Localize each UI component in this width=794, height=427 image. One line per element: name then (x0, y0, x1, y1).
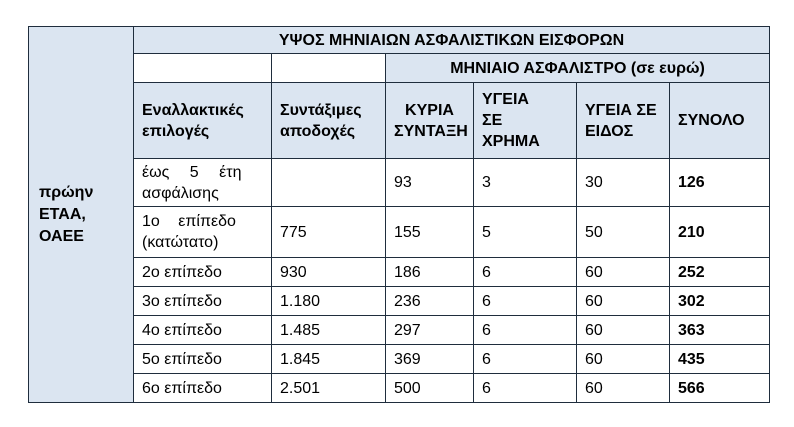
health-kind-cell: 50 (577, 207, 670, 258)
header-health-kind: ΥΓΕΙΑ ΣΕ ΕΙΔΟΣ (577, 83, 670, 159)
health-kind-cell: 60 (577, 345, 670, 374)
main-title: ΥΨΟΣ ΜΗΝΙΑΙΩΝ ΑΣΦΑΛΙΣΤΙΚΩΝ ΕΙΣΦΟΡΩΝ (134, 27, 770, 54)
total-cell: 363 (670, 316, 770, 345)
sub-title: ΜΗΝΙΑΙΟ ΑΣΦΑΛΙΣΤΡΟ (σε ευρώ) (386, 54, 770, 83)
contributions-table (28, 26, 770, 403)
main-pension-cell: 369 (386, 345, 474, 374)
earnings-cell: 775 (272, 207, 386, 258)
table-row (29, 207, 770, 258)
health-kind-cell: 60 (577, 374, 670, 403)
empty-header-cell (134, 54, 272, 83)
total-cell: 252 (670, 258, 770, 287)
health-kind-cell: 60 (577, 258, 670, 287)
main-pension-cell: 500 (386, 374, 474, 403)
table-row (29, 316, 770, 345)
health-cash-cell: 6 (474, 374, 577, 403)
main-pension-cell: 93 (386, 159, 474, 207)
empty-header-cell (272, 54, 386, 83)
health-kind-cell: 60 (577, 287, 670, 316)
main-pension-cell: 155 (386, 207, 474, 258)
total-cell: 126 (670, 159, 770, 207)
table-row (29, 258, 770, 287)
option-cell: 2ο επίπεδο (134, 258, 272, 287)
side-label-line: πρώην (39, 183, 94, 201)
earnings-cell: 1.485 (272, 316, 386, 345)
earnings-cell: 2.501 (272, 374, 386, 403)
earnings-cell: 1.845 (272, 345, 386, 374)
health-cash-cell: 6 (474, 258, 577, 287)
option-cell: 4ο επίπεδο (134, 316, 272, 345)
total-cell: 302 (670, 287, 770, 316)
header-health-cash: ΥΓΕΙΑ ΣΕ ΧΡΗΜΑ (474, 83, 577, 159)
total-cell: 210 (670, 207, 770, 258)
earnings-cell: 930 (272, 258, 386, 287)
earnings-cell (272, 159, 386, 207)
table-row (29, 287, 770, 316)
health-cash-cell: 5 (474, 207, 577, 258)
main-pension-cell: 236 (386, 287, 474, 316)
table-row (29, 345, 770, 374)
health-cash-cell: 3 (474, 159, 577, 207)
earnings-cell: 1.180 (272, 287, 386, 316)
side-label-line: ΟΑΕΕ (39, 227, 84, 245)
total-cell: 566 (670, 374, 770, 403)
side-label-line: ΕΤΑΑ, (39, 205, 86, 223)
table-row (29, 159, 770, 207)
main-pension-cell: 186 (386, 258, 474, 287)
health-kind-cell: 60 (577, 316, 670, 345)
table-row (29, 374, 770, 403)
health-kind-cell: 30 (577, 159, 670, 207)
header-total: ΣΥΝΟΛΟ (670, 83, 770, 159)
option-cell: 3ο επίπεδο (134, 287, 272, 316)
main-pension-cell: 297 (386, 316, 474, 345)
option-cell: 6ο επίπεδο (134, 374, 272, 403)
option-cell: έως 5 έτη ασφάλισης (134, 159, 272, 207)
header-options: Εναλλακτικές επιλογές (134, 83, 272, 159)
option-cell: 1ο επίπεδο (κατώτατο) (134, 207, 272, 258)
health-cash-cell: 6 (474, 316, 577, 345)
header-earnings: Συντάξιμες αποδοχές (272, 83, 386, 159)
total-cell: 435 (670, 345, 770, 374)
health-cash-cell: 6 (474, 345, 577, 374)
header-main-pension: ΚΥΡΙΑ ΣΥΝΤΑΞΗ (386, 83, 474, 159)
option-cell: 5ο επίπεδο (134, 345, 272, 374)
side-label-cell (29, 27, 134, 403)
health-cash-cell: 6 (474, 287, 577, 316)
